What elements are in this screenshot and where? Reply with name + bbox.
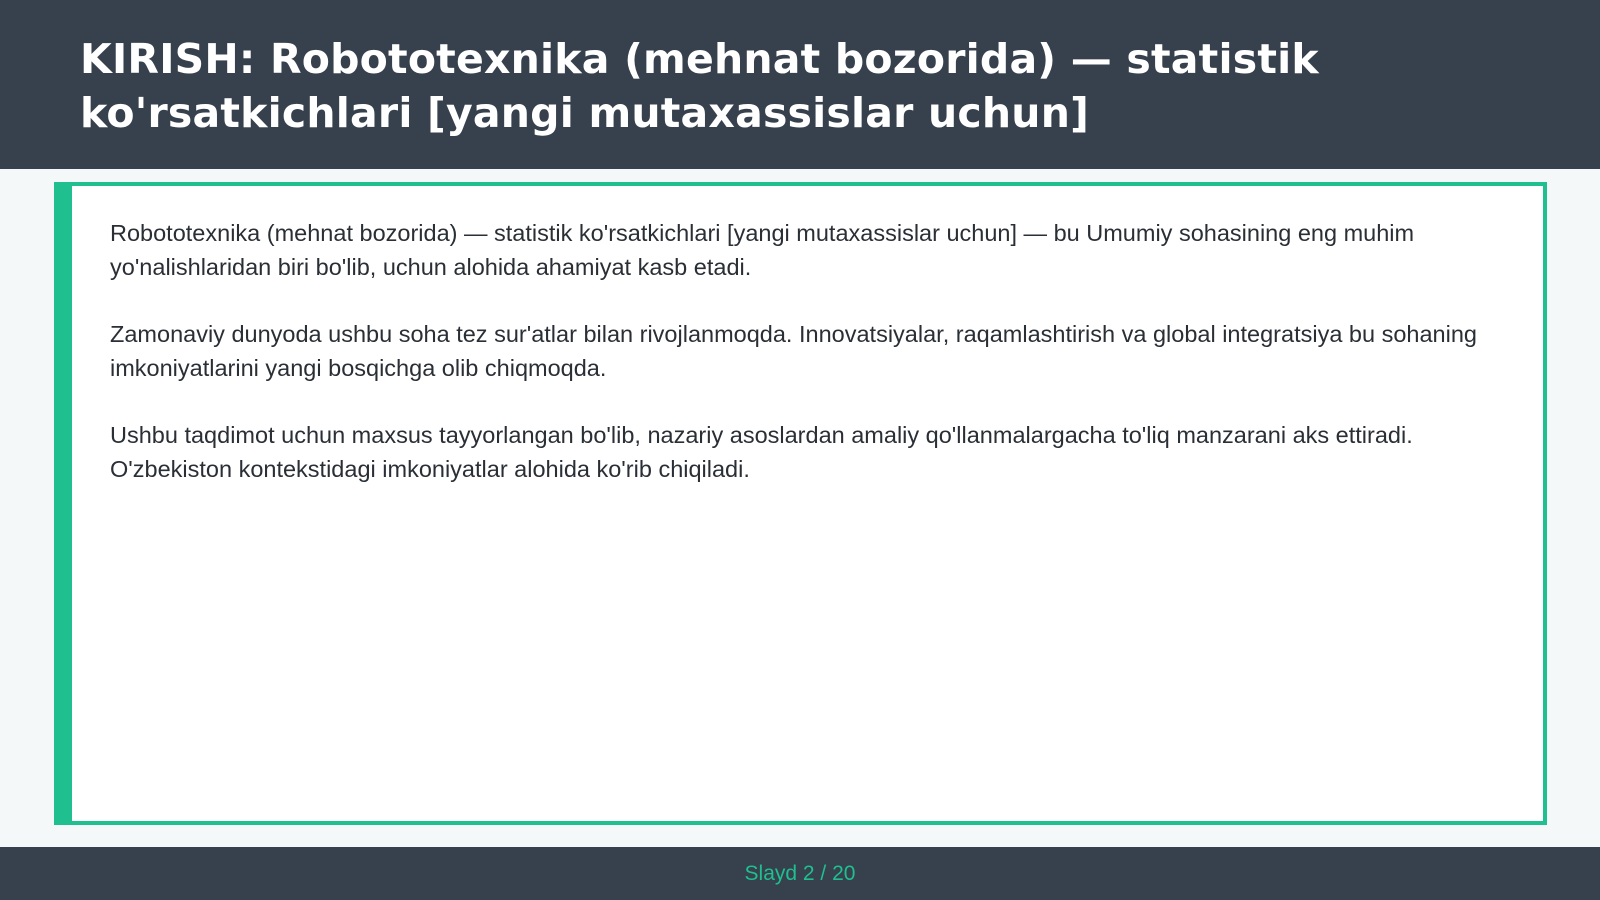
slide-footer xyxy=(0,847,1600,900)
slide-title: KIRISH: Robototexnika (mehnat bozorida) — statistik ko'rsatkichlari [yangi mutaxassislar uchun] xyxy=(80,35,1319,137)
content-card xyxy=(54,182,1547,825)
slide-counter: Slayd 2 / 20 xyxy=(744,861,856,885)
slide-header xyxy=(0,0,1600,169)
content-paragraph: Zamonaviy dunyoda ushbu soha tez sur'atlar bilan rivojlanmoqda. Innovatsiyalar, raqamlashtirish va global integratsiya bu sohaning imkoniyatlarini yangi bosqichga olib chiqmoqda. xyxy=(110,321,1477,381)
content-paragraph: Robototexnika (mehnat bozorida) — statistik ko'rsatkichlari [yangi mutaxassislar uchun] — bu Umumiy sohasining eng muhim yo'nalishlaridan biri bo'lib, uchun alohida ahamiyat kasb etadi. xyxy=(110,220,1415,280)
content-paragraph: Ushbu taqdimot uchun maxsus tayyorlangan bo'lib, nazariy asoslardan amaliy qo'llanmalargacha to'liq manzarani aks ettiradi. O'zbekiston kontekstidagi imkoniyatlar alohida ko'rib chiqiladi. xyxy=(110,422,1413,482)
